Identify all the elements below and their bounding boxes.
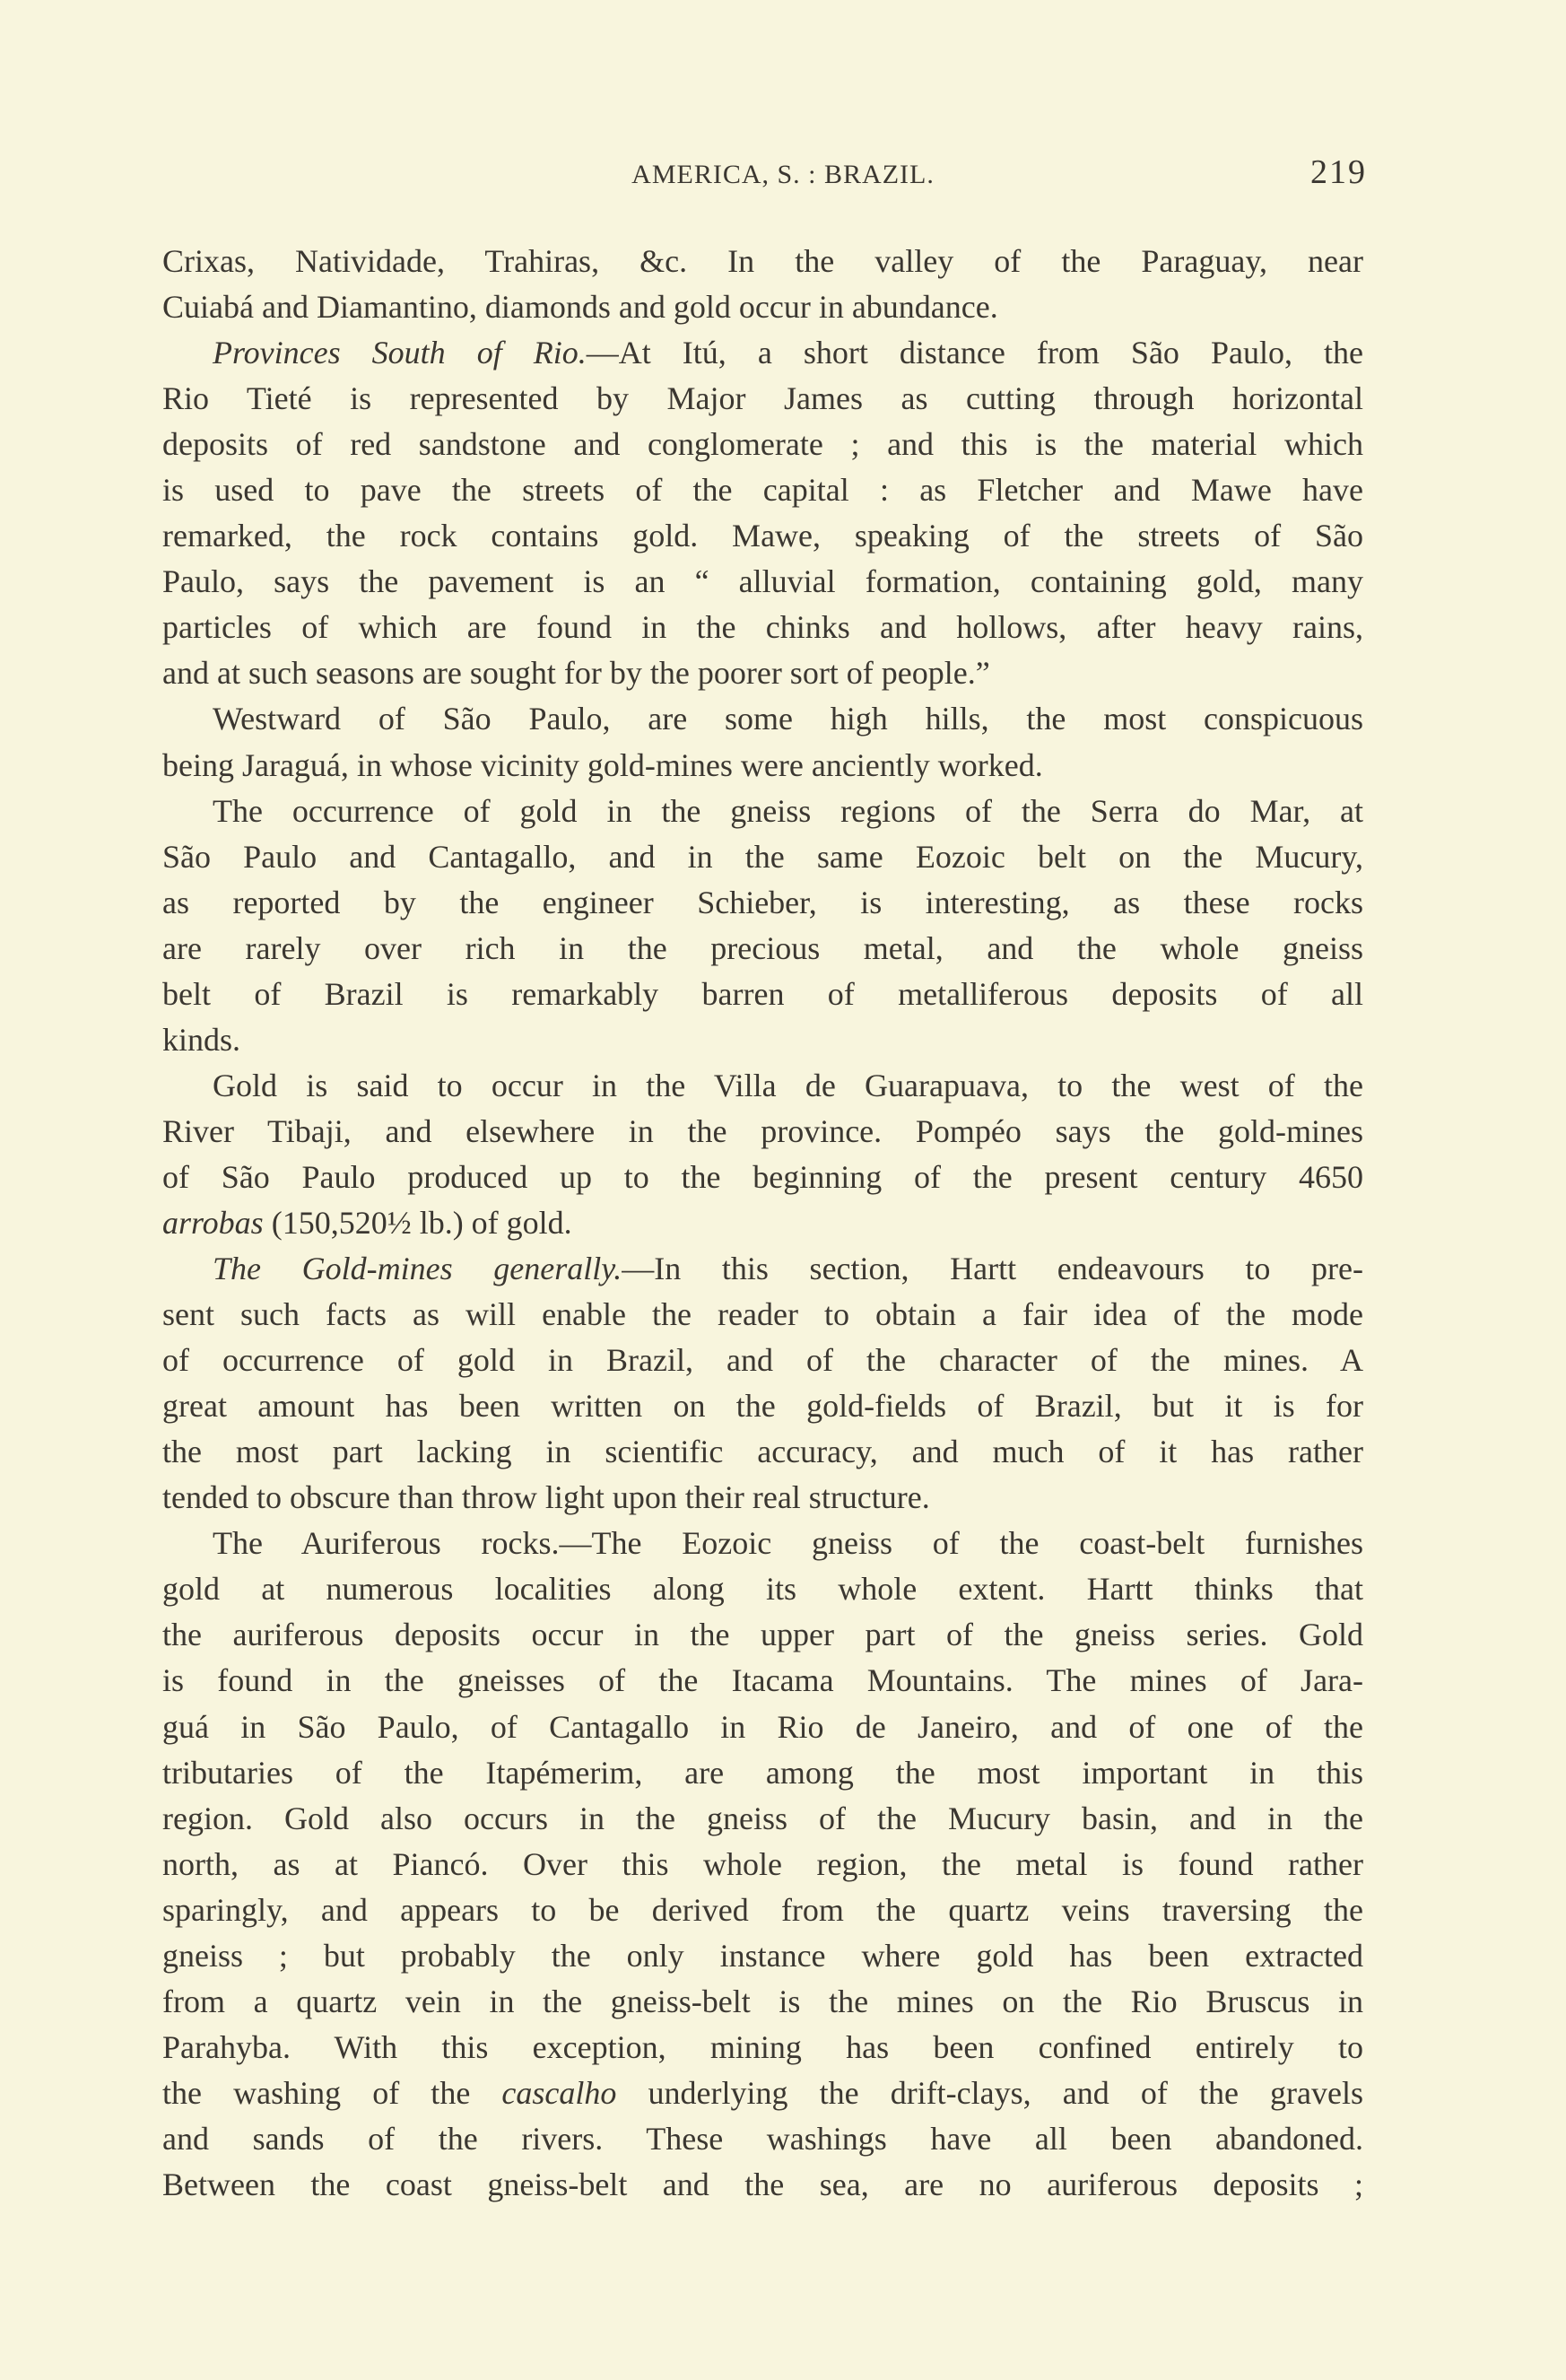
text-segment: remarked, the rock contains gold. Mawe, speaking of the streets of São bbox=[162, 518, 1363, 554]
text-segment: north, as at Piancó. Over this whole region, the metal is found rather bbox=[162, 1845, 1363, 1882]
text-segment: Cuiabá and Diamantino, diamonds and gold occur in abundance. bbox=[162, 289, 998, 326]
text-segment: sparingly, and appears to be derived from the quartz veins traversing the bbox=[162, 1891, 1363, 1928]
text-segment: Between the coast gneiss-belt and the sea, are no auriferous deposits ; bbox=[162, 2166, 1363, 2202]
text-segment: is found in the gneisses of the Itacama Mountains. The mines of Jara- bbox=[162, 1662, 1363, 1699]
text-line bbox=[162, 1566, 1363, 1612]
text-segment: kinds. bbox=[162, 1021, 241, 1058]
text-segment: The occurrence of gold in the gneiss regions of the Serra do Mar, at bbox=[213, 792, 1363, 829]
text-line bbox=[162, 1796, 1363, 1842]
text-line bbox=[162, 972, 1363, 1017]
running-head: AMERICA, S. : BRAZIL. bbox=[631, 160, 935, 189]
text-line bbox=[162, 376, 1363, 422]
text-segment: (150,520½ lb.) of gold. bbox=[263, 1204, 572, 1241]
text-line bbox=[162, 789, 1363, 834]
page-number: 219 bbox=[1310, 153, 1367, 191]
text-segment: great amount has been written on the gold-fields of Brazil, but it is for bbox=[162, 1388, 1363, 1425]
text-segment: Gold is said to occur in the Villa de Guarapuava, to the west of the bbox=[213, 1067, 1363, 1103]
italic-text: arrobas bbox=[162, 1204, 264, 1241]
text-segment: the most part lacking in scientific accuracy, and much of it has rather bbox=[162, 1434, 1363, 1470]
text-line bbox=[162, 1612, 1363, 1658]
italic-text: The Gold-mines generally. bbox=[213, 1251, 622, 1287]
text-line bbox=[162, 1933, 1363, 1979]
text-segment: and at such seasons are sought for by the poorer sort of people.” bbox=[162, 655, 990, 692]
text-segment: and sands of the rivers. These washings have all been abandoned. bbox=[162, 2120, 1363, 2157]
text-segment: River Tibaji, and elsewhere in the province. Pompéo says the gold-mines bbox=[162, 1112, 1363, 1149]
body-text bbox=[162, 239, 1363, 2208]
text-line bbox=[162, 1017, 1363, 1063]
text-segment: Crixas, Natividade, Trahiras, &c. In the valley of the Paraguay, near bbox=[162, 243, 1363, 279]
text-segment: region. Gold also occurs in the gneiss of the Mucury basin, and in the bbox=[162, 1800, 1363, 1836]
text-line bbox=[162, 605, 1363, 650]
text-segment: tended to obscure than throw light upon their real structure. bbox=[162, 1479, 930, 1516]
text-segment: is used to pave the streets of the capital : as Fletcher and Mawe have bbox=[162, 472, 1363, 509]
text-segment: deposits of red sandstone and conglomerate ; and this is the material which bbox=[162, 426, 1363, 463]
text-line bbox=[162, 743, 1363, 789]
text-line bbox=[162, 467, 1363, 513]
text-line bbox=[162, 696, 1363, 742]
text-line bbox=[162, 926, 1363, 972]
text-line bbox=[162, 284, 1363, 330]
text-line bbox=[162, 650, 1363, 696]
text-line bbox=[162, 880, 1363, 926]
text-segment: Westward of São Paulo, are some high hills, the most conspicuous bbox=[213, 701, 1363, 737]
text-line bbox=[162, 239, 1363, 284]
text-line bbox=[162, 330, 1363, 376]
text-line bbox=[162, 1658, 1363, 1704]
text-segment: particles of which are found in the chinks and hollows, after heavy rains, bbox=[162, 609, 1363, 646]
text-line bbox=[162, 1750, 1363, 1796]
text-segment: São Paulo and Cantagallo, and in the same Eozoic belt on the Mucury, bbox=[162, 838, 1363, 875]
text-segment: the washing of the bbox=[162, 2074, 502, 2111]
text-segment: being Jaraguá, in whose vicinity gold-mines were anciently worked. bbox=[162, 746, 1043, 783]
italic-text: cascalho bbox=[501, 2074, 617, 2111]
text-line bbox=[162, 1246, 1363, 1292]
text-line bbox=[162, 1979, 1363, 2025]
text-line bbox=[162, 2071, 1363, 2116]
text-line bbox=[162, 1521, 1363, 1566]
text-segment: underlying the drift-clays, and of the gravels bbox=[616, 2074, 1364, 2111]
text-line bbox=[162, 2116, 1363, 2162]
text-line bbox=[162, 1429, 1363, 1475]
text-line bbox=[162, 1842, 1363, 1887]
text-line bbox=[162, 2025, 1363, 2071]
text-segment: from a quartz vein in the gneiss-belt is the mines on the Rio Bruscus in bbox=[162, 1983, 1363, 2019]
text-segment: The Auriferous rocks.—The Eozoic gneiss of the coast-belt furnishes bbox=[213, 1525, 1363, 1562]
text-segment: of occurrence of gold in Brazil, and of the character of the mines. A bbox=[162, 1342, 1363, 1379]
text-segment: guá in São Paulo, of Cantagallo in Rio de Janeiro, and of one of the bbox=[162, 1708, 1363, 1745]
italic-text: Provinces South of Rio. bbox=[213, 335, 587, 371]
text-segment: —In this section, Hartt endeavours to pre- bbox=[622, 1251, 1363, 1287]
text-line bbox=[162, 1383, 1363, 1429]
text-line bbox=[162, 1475, 1363, 1521]
text-line bbox=[162, 513, 1363, 559]
text-line bbox=[162, 1338, 1363, 1383]
text-segment: —At Itú, a short distance from São Paulo, the bbox=[586, 335, 1363, 371]
text-line bbox=[162, 1704, 1363, 1750]
text-line bbox=[162, 1109, 1363, 1155]
text-line bbox=[162, 834, 1363, 880]
text-segment: Parahyba. With this exception, mining has been confined entirely to bbox=[162, 2028, 1363, 2065]
text-line bbox=[162, 422, 1363, 467]
text-line bbox=[162, 1887, 1363, 1933]
text-segment: Paulo, says the pavement is an “ alluvial formation, containing gold, many bbox=[162, 563, 1363, 600]
text-segment: as reported by the engineer Schieber, is interesting, as these rocks bbox=[162, 884, 1363, 920]
text-line bbox=[162, 2162, 1363, 2208]
text-segment: gneiss ; but probably the only instance where gold has been extracted bbox=[162, 1937, 1363, 1974]
text-line bbox=[162, 1292, 1363, 1338]
text-segment: gold at numerous localities along its whole extent. Hartt thinks that bbox=[162, 1571, 1363, 1608]
text-segment: are rarely over rich in the precious metal, and the whole gneiss bbox=[162, 929, 1363, 966]
text-segment: belt of Brazil is remarkably barren of metalliferous deposits of all bbox=[162, 975, 1363, 1012]
text-line bbox=[162, 559, 1363, 605]
text-segment: sent such facts as will enable the reader to obtain a fair idea of the mode bbox=[162, 1296, 1363, 1333]
text-line bbox=[162, 1063, 1363, 1109]
text-segment: tributaries of the Itapémerim, are among the most important in this bbox=[162, 1754, 1363, 1791]
text-segment: the auriferous deposits occur in the upper part of the gneiss series. Gold bbox=[162, 1617, 1363, 1653]
text-line bbox=[162, 1200, 1363, 1246]
text-segment: Rio Tieté is represented by Major James as cutting through horizontal bbox=[162, 380, 1363, 417]
text-segment: of São Paulo produced up to the beginning of the present century 4650 bbox=[162, 1158, 1363, 1195]
text-line bbox=[162, 1155, 1363, 1200]
